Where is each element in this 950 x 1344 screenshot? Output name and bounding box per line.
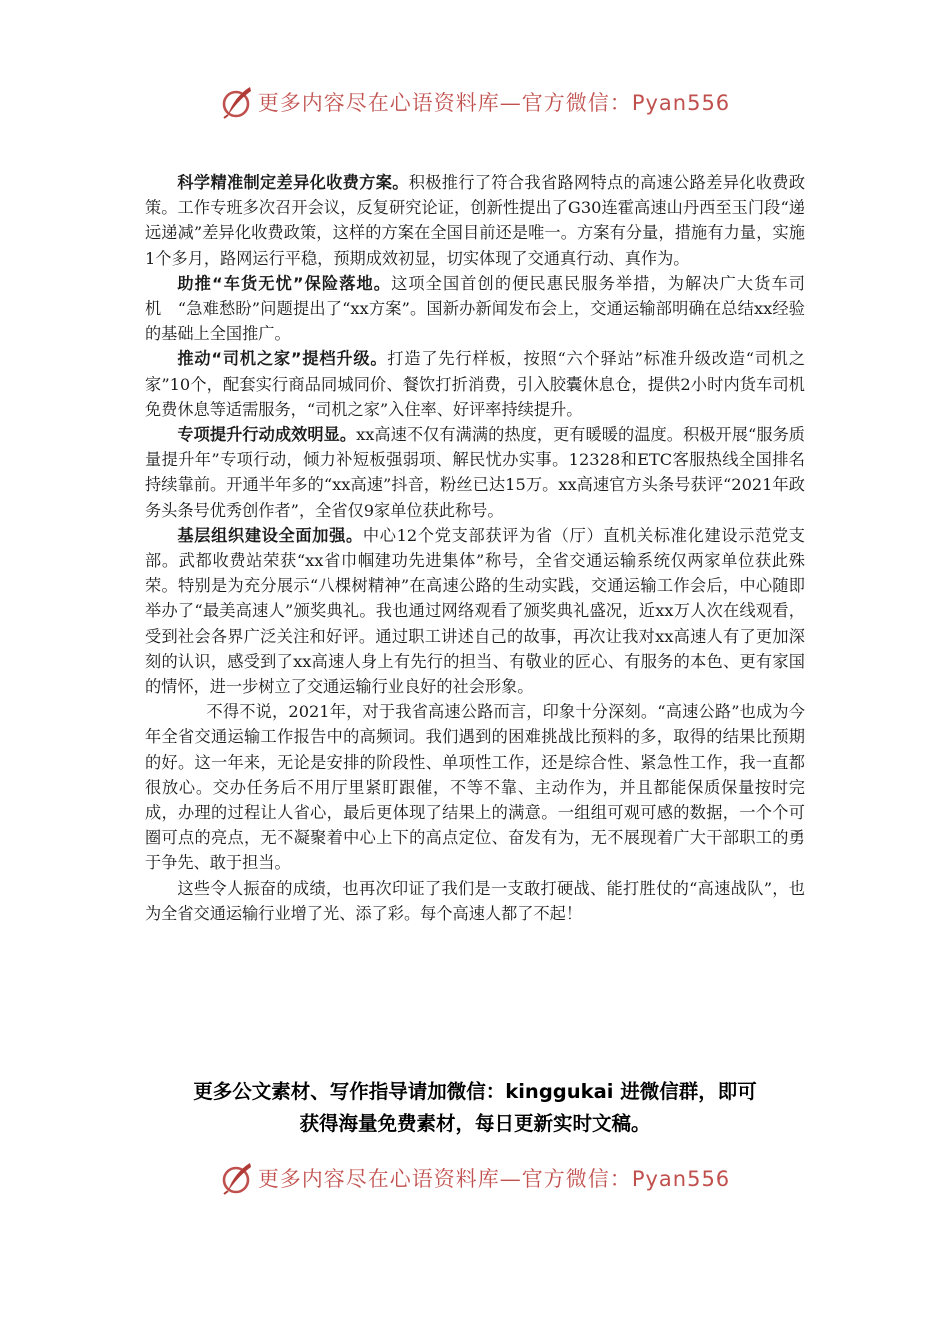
header-banner-text: 更多内容尽在心语资料库—官方微信：Pyan556 — [257, 91, 731, 115]
paragraph-4-heading: 专项提升行动成效明显。 — [177, 425, 357, 445]
footer-banner-id: Pyan556 — [631, 1167, 731, 1191]
footer-banner — [0, 1156, 950, 1200]
paragraph-3-heading: 推动“司机之家”提档升级。 — [177, 349, 388, 369]
header-banner — [0, 80, 950, 124]
footer-banner-text: 更多内容尽在心语资料库—官方微信：Pyan556 — [257, 1167, 731, 1191]
paragraph-2: 助推“车货无忧”保险落地。这项全国首创的便民惠民服务举措，为解决广大货车司机 “急难愁盼”问题提出了“xx方案”。国新办新闻发布会上，交通运输部明确在总结xx经验的基础上全国推广。 — [145, 273, 805, 344]
paragraph-1: 科学精准制定差异化收费方案。积极推行了符合我省路网特点的高速公路差异化收费政策。工作专班多次召开会议，反复研究论证，创新性提出了G30连霍高速山丹西至玉门段“递远递减”差异化收费政策，这样的方案在全国目前还是唯一。方案有分量，措施有力量，实施1个多月，路网运行平稳，预期成效初显，切实体现了交通真行动、真作为。 — [145, 173, 806, 268]
promo-line-2: 获得海量免费素材，每日更新实时文稿。 — [299, 1112, 651, 1135]
paragraph-1-heading: 科学精准制定差异化收费方案。 — [177, 173, 409, 192]
header-banner-id: Pyan556 — [631, 91, 731, 115]
paragraph-6: 不得不说，2021年，对于我省高速公路而言，印象十分深刻。“高速公路”也成为今年全省交通运输工作报告中的高频词。我们遇到的困难挑战比预料的多，取得的结果比预期的好。这一年来，无论是安排的阶段性、单项性工作，还是综合性、紧急性工作，我一直都很放心。交办任务后不用厅里紧盯跟催，不等不靠、主动作为，并且都能保质保量按时完成，办理的过程让人省心，最后更体现了结果上的满意。一组组可观可感的数据，一个个可圈可点的亮点，无不凝聚着中心上下的高点定位、奋发有为，无不展现着广大干部职工的勇于争先、敢于担当。 — [145, 702, 805, 873]
paragraph-5: 基层组织建设全面加强。中心12个党支部获评为省（厅）直机关标准化建设示范党支部。武都收费站荣获“xx省巾帼建功先进集体”称号，全省交通运输系统仅两家单位获此殊荣。特别是为充分展示“八棵树精神”在高速公路的生动实践，交通运输工作会后，中心随即举办了“最美高速人”颁奖典礼。我也通过网络观看了颁奖典礼盛况，近xx万人次在线观看，受到社会各界广泛关注和好评。通过职工讲述自己的故事，再次让我对xx高速人有了更加深刻的认识，感受到了xx高速人身上有先行的担当、有敬业的匠心、有服务的本色、更有家国的情怀，进一步树立了交通运输行业良好的社会形象。 — [145, 525, 805, 697]
paragraph-2-heading: 助推“车货无忧”保险落地。 — [177, 273, 392, 293]
document-body — [145, 170, 805, 926]
paragraph-4: 专项提升行动成效明显。xx高速不仅有满满的热度，更有暖暖的温度。积极开展“服务质量提升年”专项行动，倾力补短板强弱项、解民忧办实事。12328和ETC客服热线全国排名持续靠前。开通半年多的“xx高速”抖音，粉丝已达15万。xx高速官方头条号获评“2021年政务头条号优秀创作者”，全省仅9家单位获此称号。 — [145, 425, 805, 520]
quill-logo-icon — [220, 85, 254, 119]
promo-line-1: 更多公文素材、写作指导请加微信：kinggukai 进微信群，即可 — [193, 1080, 757, 1103]
paragraph-5-heading: 基层组织建设全面加强。 — [177, 525, 363, 545]
paragraph-3: 推动“司机之家”提档升级。打造了先行样板，按照“六个驿站”标准升级改造“司机之家”10个，配套实行商品同城同价、餐饮打折消费，引入胶囊休息仓，提供2小时内货车司机免费休息等适需服务，“司机之家”入住率、好评率持续提升。 — [145, 349, 806, 419]
paragraph-7: 这些令人振奋的成绩，也再次印证了我们是一支敢打硬战、能打胜仗的“高速战队”，也为全省交通运输行业增了光、添了彩。每个高速人都了不起！ — [145, 878, 805, 923]
quill-logo-icon — [220, 1161, 254, 1195]
promo-notice — [145, 1076, 805, 1140]
